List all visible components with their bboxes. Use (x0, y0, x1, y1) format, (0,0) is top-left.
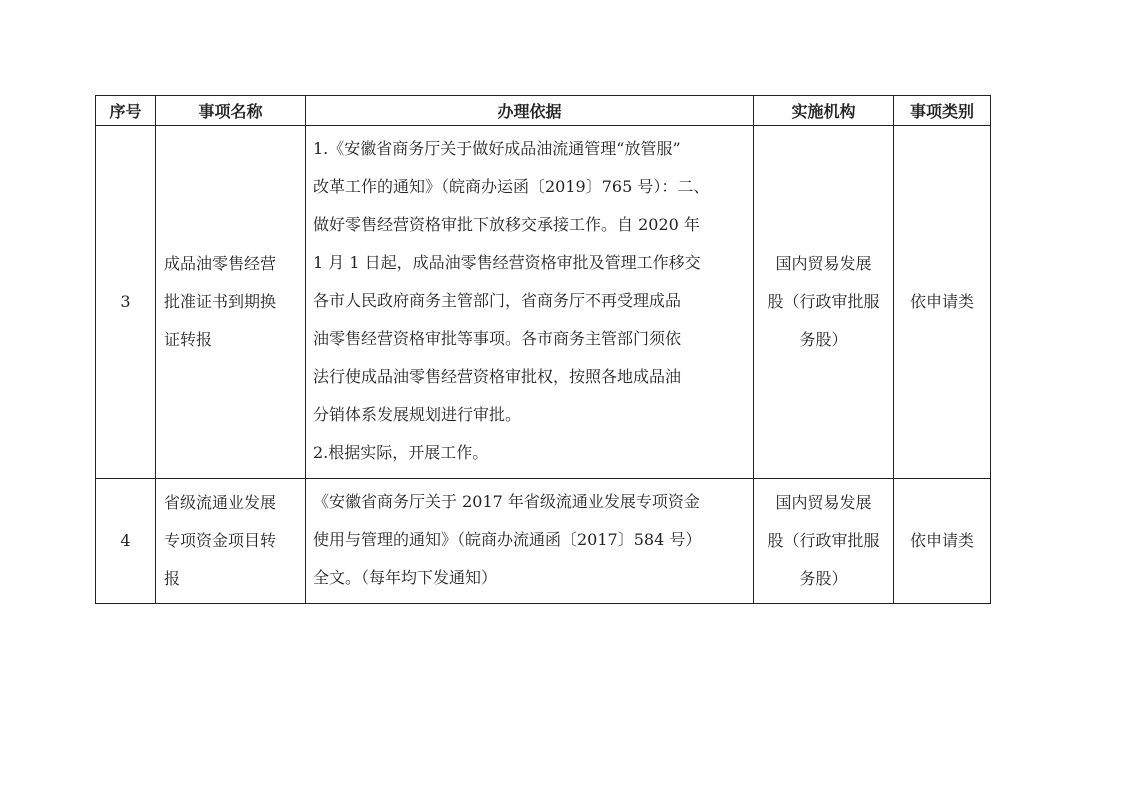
header-implementing-agency: 实施机构 (754, 96, 894, 126)
item-name-cell (156, 126, 306, 479)
legal-basis-cell (306, 479, 754, 604)
item-category-cell: 依申请类 (894, 479, 991, 604)
legal-basis-line: 分销体系发展规划进行审批。 (313, 405, 522, 424)
header-row (96, 96, 991, 126)
table-row (96, 479, 991, 604)
legal-basis-cell (306, 126, 754, 479)
item-name-line: 批准证书到期换 (164, 292, 277, 311)
header-legal-basis: 办理依据 (306, 96, 754, 126)
legal-basis-line: 做好零售经营资格审批下放移交承接工作。自 2020 年 (313, 215, 700, 234)
implementing-agency-cell (754, 479, 894, 604)
table-row (96, 126, 991, 479)
header-serial-no: 序号 (96, 96, 156, 126)
agency-line: 股（行政审批服 (767, 292, 880, 311)
item-name-line: 报 (164, 569, 181, 588)
item-name-line: 专项资金项目转 (164, 531, 277, 550)
agency-line: 务股） (799, 330, 848, 349)
legal-basis-line: 油零售经营资格审批等事项。各市商务主管部门须依 (313, 329, 682, 348)
item-name-cell (156, 479, 306, 604)
implementing-agency-cell (754, 126, 894, 479)
item-category-cell: 依申请类 (894, 126, 991, 479)
legal-basis-line: 各市人民政府商务主管部门，省商务厅不再受理成品 (313, 291, 682, 310)
legal-basis-line: 1 月 1 日起，成品油零售经营资格审批及管理工作移交 (313, 253, 701, 272)
header-item-name: 事项名称 (156, 96, 306, 126)
legal-basis-line: 2.根据实际，开展工作。 (313, 443, 489, 462)
header-item-category: 事项类别 (894, 96, 991, 126)
agency-line: 国内贸易发展 (775, 254, 872, 273)
serial-no-cell: 4 (96, 479, 156, 604)
item-name-line: 证转报 (164, 330, 213, 349)
agency-line: 股（行政审批服 (767, 531, 880, 550)
item-name-line: 成品油零售经营 (164, 254, 277, 273)
legal-basis-line: 法行使成品油零售经营资格审批权，按照各地成品油 (313, 367, 682, 386)
legal-basis-line: 全文。（每年均下发通知） (313, 568, 498, 587)
item-name-line: 省级流通业发展 (164, 493, 277, 512)
agency-line: 务股） (799, 569, 848, 588)
legal-basis-line: 1.《安徽省商务厅关于做好成品油流通管理“放管服” (313, 139, 681, 158)
legal-basis-line: 改革工作的通知》（皖商办运函〔2019〕765 号）：二、 (313, 177, 710, 196)
legal-basis-line: 《安徽省商务厅关于 2017 年省级流通业发展专项资金 (313, 492, 700, 511)
agency-line: 国内贸易发展 (775, 493, 872, 512)
legal-basis-line: 使用与管理的通知》（皖商办流通函〔2017〕584 号） (313, 530, 702, 549)
serial-no-cell: 3 (96, 126, 156, 479)
matters-table (95, 95, 991, 604)
